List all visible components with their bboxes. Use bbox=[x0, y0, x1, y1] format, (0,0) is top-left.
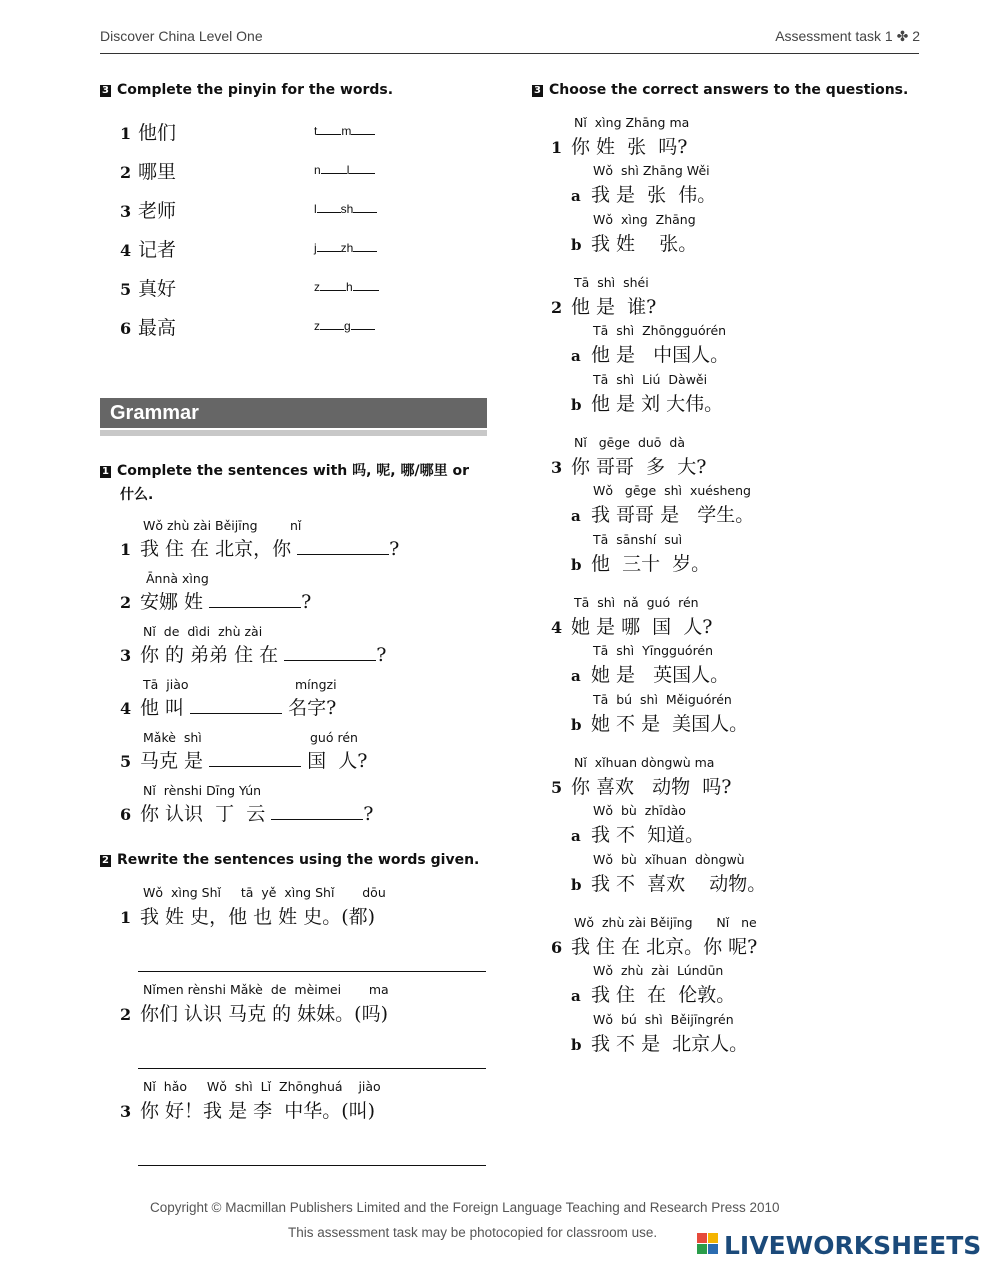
pinyin-blank-1[interactable] bbox=[320, 290, 346, 291]
option-letter: a bbox=[571, 507, 581, 525]
vocab-pinyin-hint bbox=[314, 319, 375, 333]
rewrite-answer-line[interactable] bbox=[138, 1068, 486, 1069]
answer-option-a[interactable] bbox=[571, 340, 729, 367]
sentence-line bbox=[120, 534, 399, 561]
answer-option-b[interactable] bbox=[571, 709, 748, 736]
sentence-pinyin: Nǐ de dìdi zhù zài bbox=[143, 624, 263, 639]
answer-option-a[interactable] bbox=[571, 820, 704, 847]
rewrite-number: 2 bbox=[120, 1005, 132, 1024]
sentence-end: ? bbox=[389, 538, 400, 560]
sentence-number: 1 bbox=[120, 540, 132, 559]
option-text: 我 姓 张。 bbox=[591, 233, 698, 255]
option-pinyin: Wǒ gēge shì xuésheng bbox=[593, 483, 751, 498]
sentence-pinyin-2: nǐ bbox=[290, 518, 302, 533]
question-hanzi: 你 哥哥 多 大? bbox=[571, 456, 707, 478]
brand-wordmark[interactable]: LIVEWORKSHEETS bbox=[724, 1231, 982, 1260]
question-pinyin: Nǐ gēge duō dà bbox=[574, 435, 685, 450]
question-hanzi: 他 是 谁? bbox=[571, 296, 657, 318]
spacer bbox=[203, 591, 209, 613]
vocab-number: 3 bbox=[120, 202, 132, 221]
sentence-end: ? bbox=[357, 750, 368, 772]
grammar-heading: Grammar bbox=[100, 398, 487, 428]
sentence-pinyin-2: míngzi bbox=[295, 677, 337, 692]
question-text bbox=[551, 452, 706, 479]
sentence-number: 6 bbox=[120, 805, 132, 824]
pinyin-blank-2[interactable] bbox=[351, 134, 375, 135]
option-text: 我 哥哥 是 学生。 bbox=[591, 504, 755, 526]
sentence-blank[interactable] bbox=[297, 554, 389, 555]
vocab-row bbox=[120, 196, 176, 223]
option-letter: b bbox=[571, 1036, 582, 1054]
rewrite-text: 你们 认识 马克 的 妹妹。(吗) bbox=[140, 1003, 388, 1025]
option-text: 我 不 是 北京人。 bbox=[591, 1033, 749, 1055]
spacer bbox=[291, 538, 297, 560]
vocab-number: 1 bbox=[120, 124, 132, 143]
sentence-blank[interactable] bbox=[284, 660, 376, 661]
sentence-pinyin: Ānnà xìng bbox=[146, 571, 209, 586]
vocab-number: 2 bbox=[120, 163, 132, 182]
pinyin-blank-1[interactable] bbox=[321, 173, 347, 174]
pinyin-initial-2: m bbox=[341, 124, 352, 138]
question-pinyin: Nǐ xǐhuan dòngwù ma bbox=[574, 755, 715, 770]
option-pinyin: Tā bú shì Měiguórén bbox=[593, 692, 732, 707]
vocab-number: 6 bbox=[120, 319, 132, 338]
answer-option-a[interactable] bbox=[571, 980, 735, 1007]
vocab-pinyin-hint bbox=[314, 202, 377, 216]
grammar-s1-title: 1 Complete the sentences with 吗, 呢, 哪/哪里 or bbox=[100, 460, 469, 480]
option-letter: a bbox=[571, 987, 581, 1005]
questions-section-title: 3 Choose the correct answers to the questions. bbox=[532, 82, 908, 98]
rewrite-pinyin: Nǐmen rènshi Mǎkè de mèimei ma bbox=[143, 982, 389, 997]
vocab-hanzi: 记者 bbox=[138, 239, 177, 261]
vocab-number: 5 bbox=[120, 280, 132, 299]
sentence-pinyin: Wǒ zhù zài Běijīng bbox=[143, 518, 258, 533]
sentence-blank[interactable] bbox=[190, 713, 282, 714]
vocab-hanzi: 老师 bbox=[138, 200, 177, 222]
vocab-hanzi: 哪里 bbox=[138, 161, 177, 183]
question-text bbox=[551, 292, 656, 319]
question-pinyin: Tā shì nǎ guó rén bbox=[574, 595, 699, 610]
header-divider bbox=[100, 53, 919, 54]
pinyin-blank-1[interactable] bbox=[320, 329, 344, 330]
pinyin-blank-2[interactable] bbox=[353, 290, 379, 291]
rewrite-answer-line[interactable] bbox=[138, 1165, 486, 1166]
question-number: 2 bbox=[551, 298, 563, 317]
question-text bbox=[551, 932, 757, 959]
grammar-s2-title: 2 Rewrite the sentences using the words given. bbox=[100, 852, 479, 868]
rewrite-sentence bbox=[120, 902, 375, 929]
sentence-number: 5 bbox=[120, 752, 132, 771]
spacer bbox=[278, 644, 284, 666]
sentence-text: 你 的 弟弟 住 在 bbox=[140, 644, 279, 666]
option-text: 她 是 英国人。 bbox=[591, 664, 730, 686]
sentence-line bbox=[120, 746, 367, 773]
answer-option-b[interactable] bbox=[571, 1029, 748, 1056]
vocab-pinyin-hint bbox=[314, 163, 375, 177]
pinyin-initial-2: l bbox=[346, 163, 350, 177]
option-text: 我 是 张 伟。 bbox=[591, 184, 717, 206]
sentence-text-2: 名字 bbox=[288, 697, 327, 719]
option-text: 我 住 在 伦敦。 bbox=[591, 984, 736, 1006]
vocab-hanzi: 他们 bbox=[138, 122, 177, 144]
spacer bbox=[265, 803, 271, 825]
option-pinyin: Tā shì Zhōngguórén bbox=[593, 323, 727, 338]
spacer bbox=[184, 697, 190, 719]
pinyin-initial-1: n bbox=[314, 163, 321, 177]
answer-option-a[interactable] bbox=[571, 500, 754, 527]
option-pinyin: Tā shì Yīngguórén bbox=[593, 643, 714, 658]
header-task: Assessment task 1 ✤ 2 bbox=[775, 28, 920, 44]
sentence-end: ? bbox=[326, 697, 337, 719]
rewrite-pinyin: Nǐ hǎo Wǒ shì Lǐ Zhōnghuá jiào bbox=[143, 1079, 381, 1094]
vocab-row bbox=[120, 235, 176, 262]
pinyin-blank-1[interactable] bbox=[317, 212, 341, 213]
grammar-s1-title-cont: 什么. bbox=[120, 487, 154, 503]
sentence-line bbox=[120, 640, 386, 667]
question-text bbox=[551, 772, 731, 799]
pinyin-initial-1: z bbox=[314, 280, 320, 294]
pinyin-initial-1: z bbox=[314, 319, 320, 333]
pinyin-initial-1: t bbox=[314, 124, 318, 138]
rewrite-number: 1 bbox=[120, 908, 132, 927]
rewrite-answer-line[interactable] bbox=[138, 971, 486, 972]
vocab-section-title: 3 Complete the pinyin for the words. bbox=[100, 82, 393, 98]
rewrite-sentence bbox=[120, 999, 388, 1026]
rewrite-text: 我 姓 史，他 也 姓 史。(都) bbox=[140, 906, 376, 928]
question-pinyin: Tā shì shéi bbox=[574, 275, 649, 290]
question-number: 4 bbox=[551, 618, 563, 637]
vocab-hanzi: 真好 bbox=[138, 278, 177, 300]
pinyin-blank-2[interactable] bbox=[349, 173, 375, 174]
pinyin-initial-2: zh bbox=[340, 241, 354, 255]
photocopy-note: This assessment task may be photocopied for classroom use. bbox=[288, 1225, 658, 1240]
vocab-number: 4 bbox=[120, 241, 132, 260]
option-letter: b bbox=[571, 236, 582, 254]
option-letter: b bbox=[571, 716, 582, 734]
vocab-pinyin-hint bbox=[314, 241, 377, 255]
option-letter: b bbox=[571, 556, 582, 574]
option-pinyin: Wǒ bù zhīdào bbox=[593, 803, 686, 818]
question-pinyin: Wǒ zhù zài Běijīng Nǐ ne bbox=[574, 915, 757, 930]
sentence-pinyin: Tā jiào bbox=[143, 677, 189, 692]
sentence-pinyin: Mǎkè shì bbox=[143, 730, 202, 745]
sentence-end: ? bbox=[376, 644, 387, 666]
vocab-row bbox=[120, 274, 176, 301]
liveworksheets-logo-icon bbox=[697, 1233, 719, 1255]
answer-option-b[interactable] bbox=[571, 549, 710, 576]
sentence-text: 你 认识 丁 云 bbox=[140, 803, 266, 825]
option-text: 我 不 知道。 bbox=[591, 824, 705, 846]
sentence-pinyin: Nǐ rènshi Dīng Yún bbox=[143, 783, 262, 798]
sentence-end: ? bbox=[301, 591, 312, 613]
vocab-row bbox=[120, 313, 176, 340]
sentence-line bbox=[120, 693, 336, 720]
question-hanzi: 她 是 哪 国 人? bbox=[571, 616, 713, 638]
sentence-text: 安娜 姓 bbox=[140, 591, 204, 613]
answer-option-a[interactable] bbox=[571, 180, 716, 207]
option-letter: b bbox=[571, 876, 582, 894]
rewrite-pinyin: Wǒ xìng Shǐ tā yě xìng Shǐ dōu bbox=[143, 885, 386, 900]
option-pinyin: Wǒ bù xǐhuan dòngwù bbox=[593, 852, 745, 867]
sentence-blank[interactable] bbox=[209, 766, 301, 767]
option-text: 他 三十 岁。 bbox=[591, 553, 711, 575]
sentence-line bbox=[120, 799, 373, 826]
question-hanzi: 我 住 在 北京。你 呢? bbox=[571, 936, 758, 958]
spacer bbox=[203, 750, 209, 772]
question-text bbox=[551, 612, 712, 639]
vocab-row bbox=[120, 157, 176, 184]
sentence-number: 4 bbox=[120, 699, 132, 718]
flower-icon: ✤ bbox=[896, 28, 909, 44]
option-text: 她 不 是 美国人。 bbox=[591, 713, 749, 735]
answer-option-b[interactable] bbox=[571, 869, 766, 896]
sentence-blank[interactable] bbox=[271, 819, 363, 820]
sentence-text: 马克 是 bbox=[140, 750, 204, 772]
pinyin-blank-2[interactable] bbox=[353, 212, 377, 213]
option-pinyin: Wǒ shì Zhāng Wěi bbox=[593, 163, 710, 178]
vocab-hanzi: 最高 bbox=[138, 317, 177, 339]
sentence-pinyin-2: guó rén bbox=[310, 730, 358, 745]
vocab-row bbox=[120, 118, 176, 145]
rewrite-text: 你 好！我 是 李 中华。(叫) bbox=[140, 1100, 376, 1122]
question-number: 6 bbox=[551, 938, 563, 957]
question-hanzi: 你 喜欢 动物 吗? bbox=[571, 776, 732, 798]
pinyin-initial-2: sh bbox=[340, 202, 354, 216]
answer-option-a[interactable] bbox=[571, 660, 729, 687]
question-text bbox=[551, 132, 687, 159]
pinyin-blank-1[interactable] bbox=[317, 134, 341, 135]
option-pinyin: Tā sānshí suì bbox=[593, 532, 683, 547]
sentence-line bbox=[120, 587, 311, 614]
pinyin-blank-2[interactable] bbox=[351, 329, 375, 330]
option-pinyin: Tā shì Liú Dàwěi bbox=[593, 372, 708, 387]
vocab-pinyin-hint bbox=[314, 124, 375, 138]
pinyin-blank-1[interactable] bbox=[317, 251, 341, 252]
grammar-heading-underbar bbox=[100, 430, 487, 436]
option-pinyin: Wǒ zhù zài Lúndūn bbox=[593, 963, 724, 978]
question-hanzi: 你 姓 张 吗? bbox=[571, 136, 688, 158]
sentence-text-2: 国 人 bbox=[307, 750, 358, 772]
option-text: 我 不 喜欢 动物。 bbox=[591, 873, 767, 895]
sentence-number: 2 bbox=[120, 593, 132, 612]
answer-option-b[interactable] bbox=[571, 389, 723, 416]
sentence-text: 他 叫 bbox=[140, 697, 185, 719]
pinyin-initial-2: h bbox=[346, 280, 353, 294]
option-text: 他 是 中国人。 bbox=[591, 344, 730, 366]
pinyin-initial-1: l bbox=[314, 202, 317, 216]
sentence-end: ? bbox=[363, 803, 374, 825]
pinyin-initial-2: g bbox=[344, 319, 351, 333]
option-letter: a bbox=[571, 827, 581, 845]
copyright-text: Copyright © Macmillan Publishers Limited and the Foreign Language Teaching and Research Press 2010 bbox=[150, 1200, 780, 1215]
pinyin-initial-1: j bbox=[314, 241, 317, 255]
question-pinyin: Nǐ xìng Zhāng ma bbox=[574, 115, 690, 130]
sentence-number: 3 bbox=[120, 646, 132, 665]
question-number: 5 bbox=[551, 778, 563, 797]
option-pinyin: Wǒ bú shì Běijīngrén bbox=[593, 1012, 734, 1027]
option-pinyin: Wǒ xìng Zhāng bbox=[593, 212, 696, 227]
rewrite-number: 3 bbox=[120, 1102, 132, 1121]
option-text: 他 是 刘 大伟。 bbox=[591, 393, 724, 415]
option-letter: a bbox=[571, 667, 581, 685]
rewrite-sentence bbox=[120, 1096, 375, 1123]
sentence-blank[interactable] bbox=[209, 607, 301, 608]
question-number: 3 bbox=[551, 458, 563, 477]
question-number: 1 bbox=[551, 138, 563, 157]
vocab-pinyin-hint bbox=[314, 280, 379, 294]
answer-option-b[interactable] bbox=[571, 229, 697, 256]
option-letter: a bbox=[571, 347, 581, 365]
option-letter: b bbox=[571, 396, 582, 414]
pinyin-blank-2[interactable] bbox=[353, 251, 377, 252]
header-title: Discover China Level One bbox=[100, 28, 263, 44]
sentence-text: 我 住 在 北京，你 bbox=[140, 538, 292, 560]
option-letter: a bbox=[571, 187, 581, 205]
